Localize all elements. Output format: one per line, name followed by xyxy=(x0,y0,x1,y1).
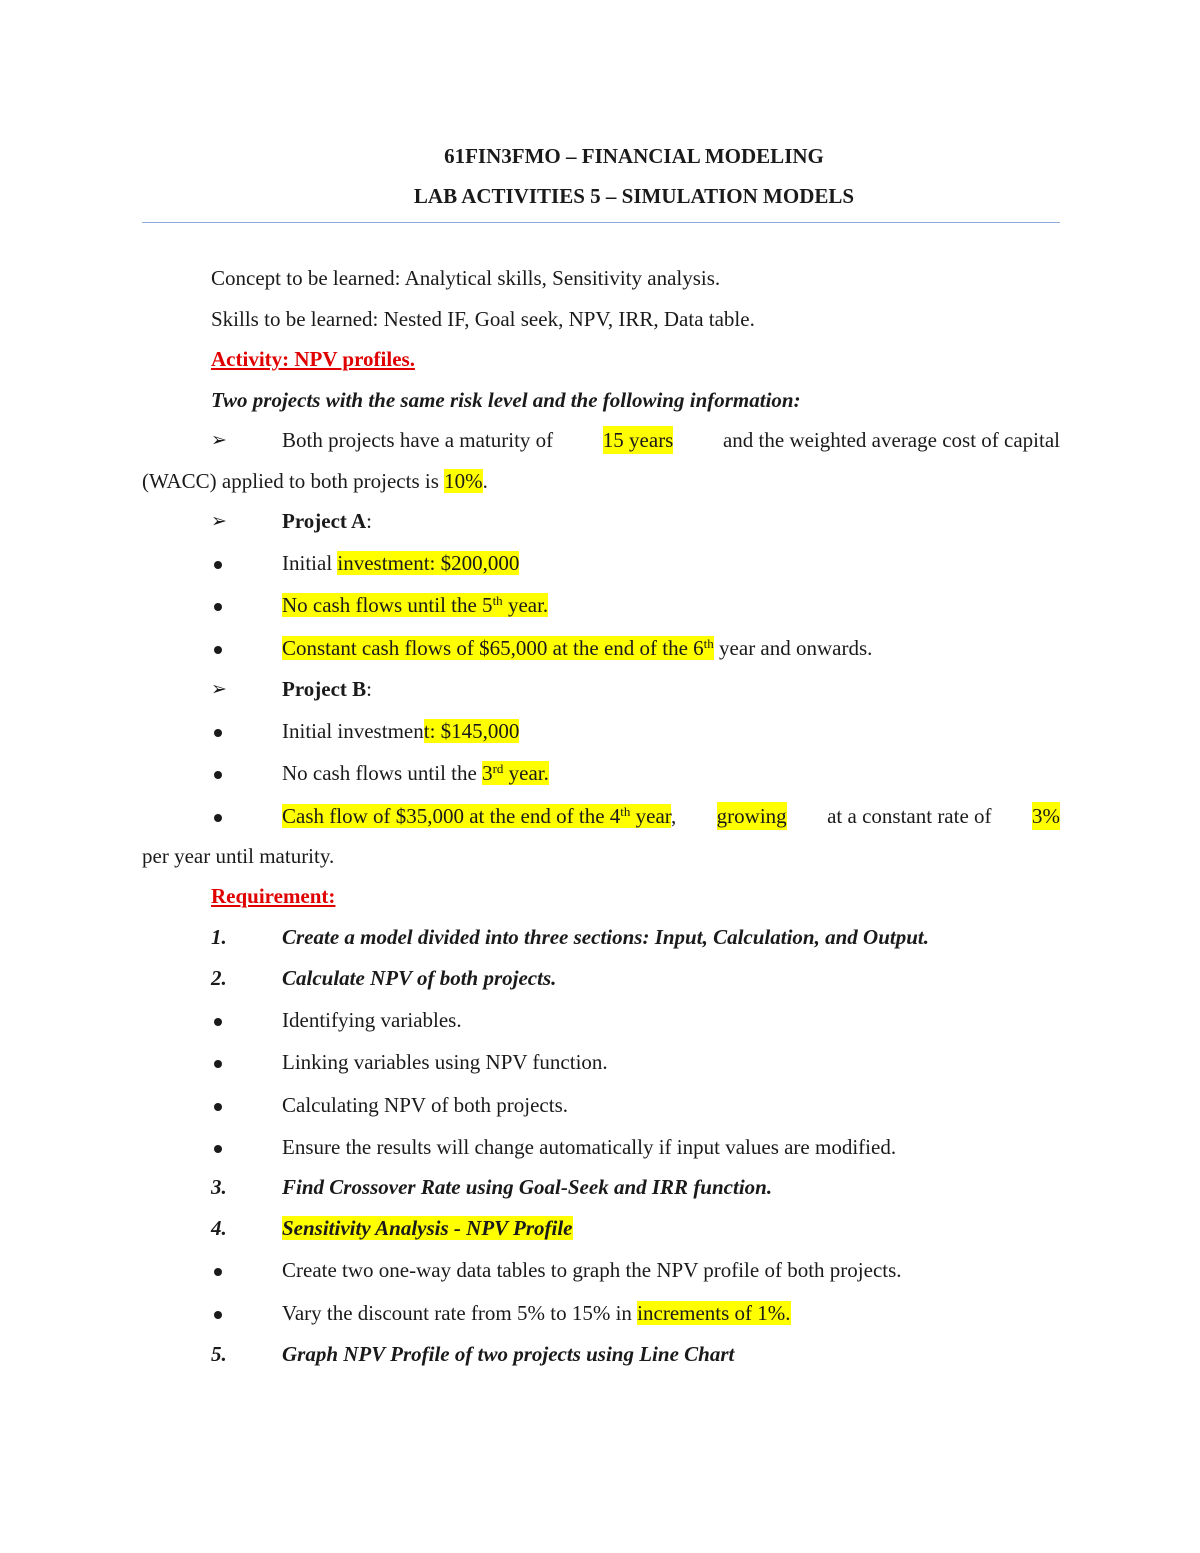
requirement-item: Find Crossover Rate using Goal-Seek and IRR function. xyxy=(282,1175,773,1199)
arrow-bullet-icon: ➢ xyxy=(211,510,227,532)
project-a-constant xyxy=(282,634,872,662)
increment-text: increments of 1%. xyxy=(637,1301,791,1325)
project-a-const-sup: th xyxy=(703,636,714,651)
requirement-item: Graph NPV Profile of two projects using Line Chart xyxy=(282,1342,735,1366)
bullet-dot-icon xyxy=(211,759,222,787)
bullet-dot-icon xyxy=(211,1048,222,1076)
project-a-inv-value: investment: $200,000 xyxy=(337,551,520,575)
project-a-const-end: year and onwards. xyxy=(719,636,873,660)
project-a-no-cash xyxy=(282,591,548,619)
project-a-noflow-sup: th xyxy=(492,593,503,608)
arrow-bullet-icon: ➢ xyxy=(211,429,227,451)
discount-rate-text: Vary the discount rate from 5% to 15% in xyxy=(282,1301,632,1325)
requirement-number: 3. xyxy=(211,1175,227,1199)
project-b-cf-mid: at a constant rate of xyxy=(827,804,992,828)
bullet-dot-icon xyxy=(211,1006,222,1034)
project-b-colon: : xyxy=(366,677,372,701)
project-b-cash-flow xyxy=(282,802,1060,830)
wacc-text: (WACC) applied to both projects is xyxy=(142,469,439,493)
bullet-dot-icon xyxy=(211,717,222,745)
project-b-noflow-sup: rd xyxy=(492,761,504,776)
bullet-dot-icon xyxy=(211,1299,222,1327)
requirement-item: Calculate NPV of both projects. xyxy=(282,966,557,990)
project-a-investment xyxy=(282,549,519,577)
project-a-colon: : xyxy=(366,509,372,533)
project-b-noflow-num: 3 xyxy=(482,761,493,785)
bullet-dot-icon xyxy=(211,1133,222,1161)
bullet-dot-icon xyxy=(211,591,222,619)
lab-title: LAB ACTIVITIES 5 – SIMULATION MODELS xyxy=(413,184,855,208)
bullet-dot-icon xyxy=(211,549,222,577)
project-a-label: Project A xyxy=(282,509,367,533)
project-b-cf-end: per year until maturity. xyxy=(142,844,335,868)
wacc-rate: 10% xyxy=(444,469,483,493)
bullet-dot-icon xyxy=(211,802,222,830)
project-b-inv-value: t: $145,000 xyxy=(423,719,520,743)
npv-bullet: Calculating NPV of both projects. xyxy=(282,1093,568,1117)
course-title: 61FIN3FMO – FINANCIAL MODELING xyxy=(444,144,824,168)
project-a-noflow-end: year. xyxy=(502,593,549,617)
activity-heading: Activity: NPV profiles. xyxy=(211,347,415,371)
npv-bullet: Linking variables using NPV function. xyxy=(282,1050,608,1074)
project-b-cf-text: Cash flow of $35,000 at the end of the 4 xyxy=(282,804,621,828)
requirement-item xyxy=(282,1214,573,1242)
activity-lead: Two projects with the same risk level and the following information: xyxy=(211,388,801,412)
title-divider xyxy=(142,222,1060,223)
requirement-number: 4. xyxy=(211,1216,227,1240)
project-b-no-cash xyxy=(282,759,549,787)
project-a-inv-label: Initial xyxy=(282,551,333,575)
project-b-noflow-text: No cash flows until the xyxy=(282,761,477,785)
sensitivity-heading: Sensitivity Analysis - NPV Profile xyxy=(282,1216,573,1240)
bullet-dot-icon xyxy=(211,1091,222,1119)
maturity-text-a: Both projects have a maturity of xyxy=(282,428,554,452)
arrow-bullet-icon: ➢ xyxy=(211,678,227,700)
project-b-cf-growing: growing xyxy=(716,804,787,828)
requirement-item: Create a model divided into three sections: Input, Calculation, and Output. xyxy=(282,925,929,949)
sensitivity-bullet xyxy=(282,1299,791,1327)
project-b-cf-sup: th xyxy=(620,804,631,819)
requirement-number: 5. xyxy=(211,1342,227,1366)
project-a-noflow-text: No cash flows until the 5 xyxy=(282,593,493,617)
project-b-label: Project B xyxy=(282,677,367,701)
skills-line: Skills to be learned: Nested IF, Goal seek, NPV, IRR, Data table. xyxy=(211,307,755,331)
project-b-investment xyxy=(282,717,519,745)
project-b-cf-rate: 3% xyxy=(1031,804,1060,828)
maturity-years: 15 years xyxy=(602,428,674,452)
bullet-dot-icon xyxy=(211,1256,222,1284)
requirement-number: 1. xyxy=(211,925,227,949)
npv-bullet: Ensure the results will change automatically if input values are modified. xyxy=(282,1135,897,1159)
requirement-heading: Requirement: xyxy=(211,884,336,908)
wacc-line xyxy=(142,467,488,495)
wacc-end: . xyxy=(482,469,488,493)
concept-line: Concept to be learned: Analytical skills, Sensitivity analysis. xyxy=(211,266,721,290)
project-b-noflow-end: year. xyxy=(503,761,549,785)
project-a-const-text: Constant cash flows of $65,000 at the end of the 6 xyxy=(282,636,704,660)
project-b-cf-comma: , xyxy=(670,804,677,828)
requirement-number: 2. xyxy=(211,966,227,990)
sensitivity-bullet: Create two one-way data tables to graph the NPV profile of both projects. xyxy=(282,1258,902,1282)
maturity-line xyxy=(282,426,1060,454)
bullet-dot-icon xyxy=(211,634,222,662)
maturity-text-b: and the weighted average cost of capital xyxy=(722,428,1060,452)
project-b-cf-year: year xyxy=(630,804,671,828)
npv-bullet: Identifying variables. xyxy=(282,1008,462,1032)
project-a-heading xyxy=(282,507,372,535)
project-b-heading xyxy=(282,675,372,703)
project-b-inv-label: Initial investmen xyxy=(282,719,424,743)
